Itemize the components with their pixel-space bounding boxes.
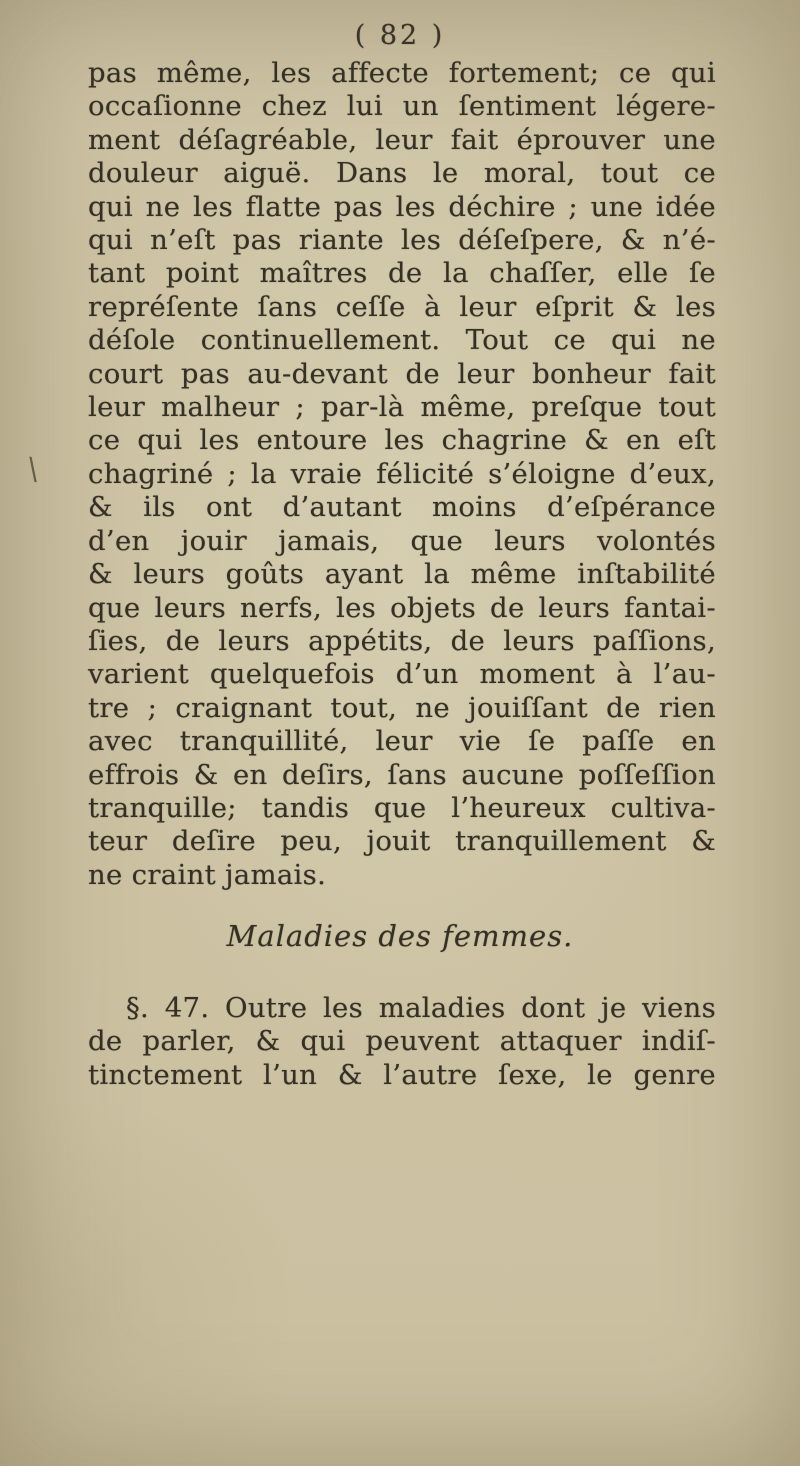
- body-line: ce qui les entoure les chagrine & en eſt: [88, 424, 716, 457]
- body-line: court pas au-devant de leur bonheur fait: [88, 357, 716, 390]
- body-line: déſole continuellement. Tout ce qui ne: [88, 324, 716, 357]
- body-line: & ils ont d’autant moins d’eſpérance: [88, 491, 716, 524]
- section-line: de parler, & qui peuvent attaquer indiſ-: [88, 1025, 716, 1058]
- body-line: & leurs goûts ayant la même inſtabilité: [88, 558, 716, 591]
- section-line: tinctement l’un & l’autre ſexe, le genre: [88, 1058, 716, 1091]
- body-line: avec tranquillité, leur vie ſe paſſe en: [88, 725, 716, 758]
- body-paragraph: [88, 57, 716, 892]
- body-line: tant point maîtres de la chaſſer, elle ſe: [88, 257, 716, 290]
- body-line: qui n’eſt pas riante les déſeſpere, & n’é-: [88, 224, 716, 257]
- body-line: pas même, les affecte fortement; ce qui: [88, 57, 716, 89]
- margin-stray-mark: \: [26, 451, 40, 488]
- body-line: tranquille; tandis que l’heureux cultiva-: [88, 791, 716, 824]
- section-paragraph: [88, 992, 716, 1092]
- body-line: que leurs nerfs, les objets de leurs fantai-: [88, 591, 716, 624]
- body-line: ſies, de leurs appétits, de leurs paſſions,: [88, 624, 716, 657]
- body-line: ne craint jamais.: [88, 858, 327, 891]
- body-line: repréſente ſans ceſſe à leur eſprit & les: [88, 290, 716, 323]
- body-line: qui ne les flatte pas les déchire ; une idée: [88, 190, 716, 223]
- body-line: ment déſagréable, leur fait éprouver une: [88, 123, 716, 156]
- body-line: douleur aiguë. Dans le moral, tout ce: [88, 157, 716, 190]
- section-heading: Maladies des femmes.: [226, 919, 574, 953]
- body-line: teur deſire peu, jouit tranquillement &: [88, 825, 716, 858]
- section-line: §. 47. Outre les maladies dont je viens: [126, 992, 716, 1024]
- body-line: effrois & en deſirs, ſans aucune poſſeſſion: [88, 758, 716, 791]
- body-line: chagriné ; la vraie félicité s’éloigne d’eux,: [88, 457, 716, 490]
- body-line: tre ; craignant tout, ne jouiſſant de rien: [88, 691, 716, 724]
- page-number: ( 82 ): [354, 20, 446, 51]
- body-line: occaſionne chez lui un ſentiment légere-: [88, 90, 716, 123]
- body-line: d’en jouir jamais, que leurs volontés: [88, 524, 716, 557]
- body-line: leur malheur ; par-là même, preſque tout: [88, 391, 716, 424]
- body-line: varient quelquefois d’un moment à l’au-: [88, 658, 716, 691]
